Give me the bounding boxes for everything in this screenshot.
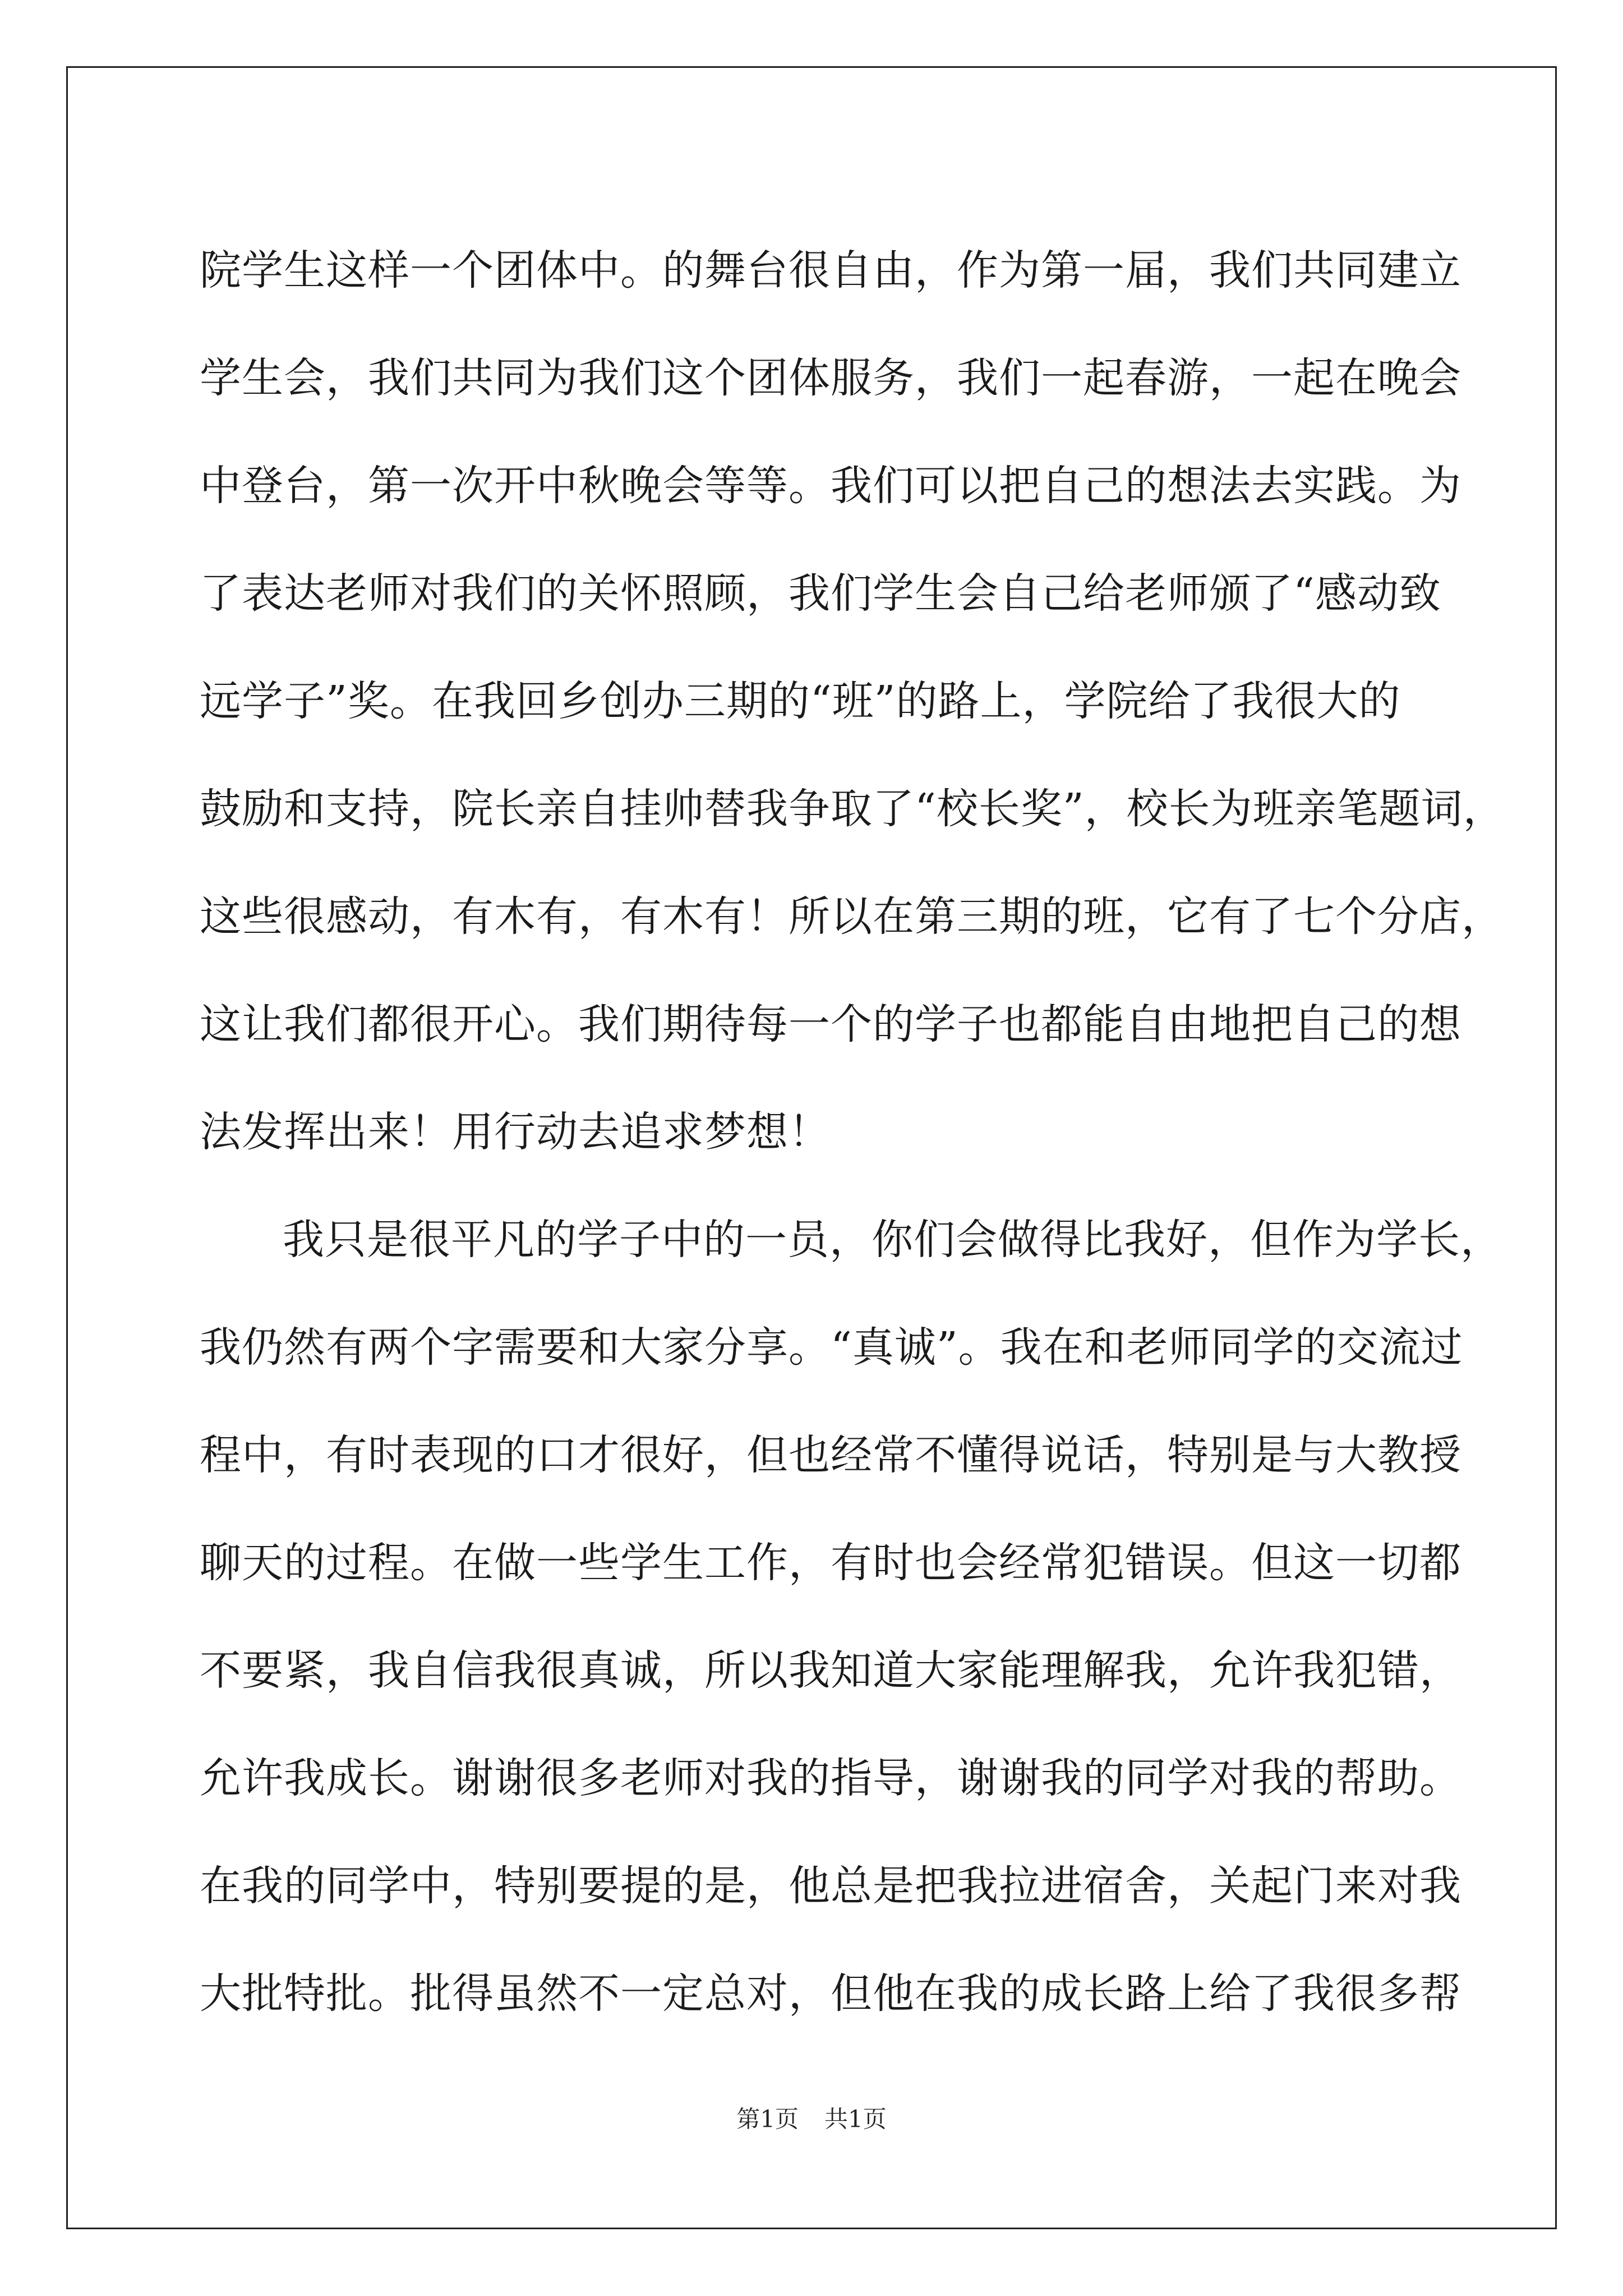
text-line: 法发挥出来！用行动去追求梦想！: [200, 1108, 831, 1156]
page-footer: [0, 2102, 1623, 2136]
text-line: 这让我们都很开心。我们期待每一个的学子也都能自由地把自己的想: [200, 1000, 1461, 1048]
page-total: 共1页: [824, 2105, 887, 2133]
text-line: 在我的同学中，特别要提的是，他总是把我拉进宿舍，关起门来对我: [200, 1862, 1461, 1910]
text-line: 远学子”奖。在我回乡创办三期的“班”的路上，学院给了我很大的: [200, 677, 1401, 725]
document-body: [200, 217, 1505, 2047]
text-line: 我仍然有两个字需要和大家分享。“真诚”。我在和老师同学的交流过: [200, 1323, 1463, 1372]
text-line: 学生会，我们共同为我们这个团体服务，我们一起春游，一起在晚会: [200, 354, 1461, 402]
text-line: 这些很感动，有木有，有木有！所以在第三期的班，它有了七个分店，: [200, 892, 1504, 941]
text-line: 中登台，第一次开中秋晚会等等。我们可以把自己的想法去实践。为: [200, 462, 1461, 510]
text-line: 不要紧，我自信我很真诚，所以我知道大家能理解我，允许我犯错，: [200, 1646, 1461, 1695]
text-line: 聊天的过程。在做一些学生工作，有时也会经常犯错误。但这一切都: [200, 1539, 1461, 1587]
text-line: 允许我成长。谢谢很多老师对我的指导，谢谢我的同学对我的帮助。: [200, 1754, 1461, 1802]
text-line: 鼓励和支持，院长亲自挂帅替我争取了“校长奖”，校长为班亲笔题词，: [200, 785, 1505, 833]
text-line: 院学生这样一个团体中。的舞台很自由，作为第一届，我们共同建立: [200, 246, 1461, 295]
text-line: 了表达老师对我们的关怀照顾，我们学生会自己给老师颁了“感动致: [200, 569, 1441, 618]
text-line: 大批特批。批得虽然不一定总对，但他在我的成长路上给了我很多帮: [200, 1970, 1461, 2018]
text-line: 程中，有时表现的口才很好，但也经常不懂得说话，特别是与大教授: [200, 1431, 1461, 1479]
paragraph-first-line: 我只是很平凡的学子中的一员，你们会做得比我好，但作为学长，: [283, 1216, 1502, 1264]
page-number: 第1页: [736, 2105, 799, 2133]
